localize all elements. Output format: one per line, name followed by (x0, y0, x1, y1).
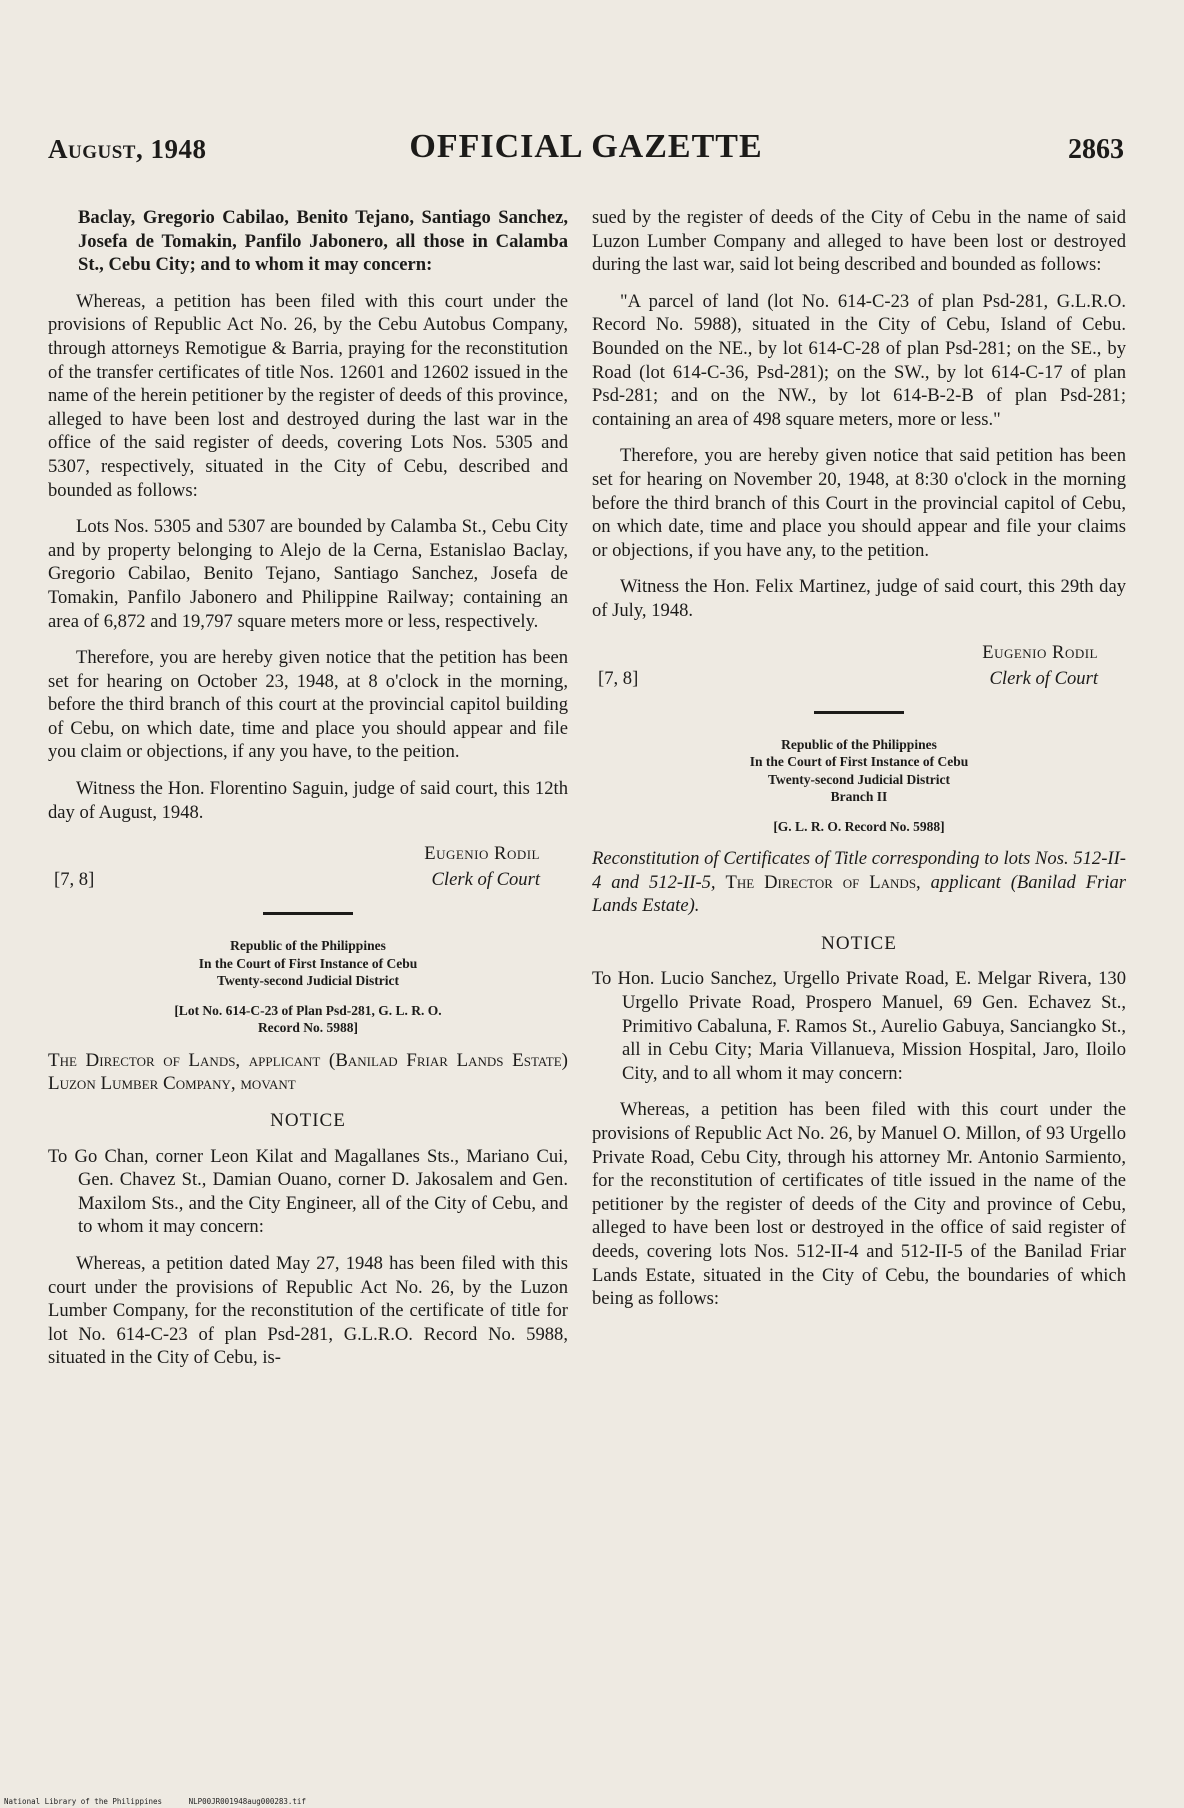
notice-heading: NOTICE (270, 1109, 346, 1131)
page-header (48, 128, 1124, 176)
reconstitution-caption (592, 847, 1126, 918)
addressees-paragraph: To Go Chan, corner Leon Kilat and Magallanes Sts., Mariano Cui, Gen. Chavez St., Damian Ouano, corner D. Jakosalem and Gen. Maxilom Sts., and the City Engineer, all of the City of Cebu, and to whom it may concern: (48, 1145, 568, 1238)
hearing-notice-paragraph: Therefore, you are hereby given notice that the petition has been set for hearing on October 23, 1948, at 8 o'clock in the morning, before the third branch of this court at the provincial capitol building of Cebu, on which date, time and place you should appear and file you claim or objections, if any you have, to the peition. (48, 647, 568, 763)
header-page-number: 2863 (1068, 134, 1124, 165)
issue-reference: [7, 8] (598, 667, 639, 689)
section-divider (814, 711, 904, 714)
right-column (592, 206, 1126, 1324)
witness-paragraph: Witness the Hon. Felix Martinez, judge of said court, this 29th day of July, 1948. (592, 576, 1126, 621)
lots-description: Lots Nos. 5305 and 5307 are bounded by Calamba St., Cebu City and by property belonging to Alejo de la Cerna, Estanislao Baclay, Gregorio Cabilao, Benito Tejano, Santiago Sanchez, Josefa de Tomakin, Panfilo Jabonero and Philippine Railway; containing an area of 6,872 and 19,797 square meters more or less, respectively. (48, 516, 568, 632)
court-line-1: Republic of the Philippines (781, 736, 937, 752)
scan-footer (4, 1797, 306, 1806)
left-column (48, 206, 568, 1383)
notice-heading: NOTICE (821, 932, 897, 954)
signatory-title: Clerk of Court (431, 869, 540, 891)
caption-italic: Reconstitution of Certificates of Title corresponding to lots Nos. 512-II-4 and 512-II-5, (592, 848, 1126, 893)
court-line-2: In the Court of First Instance of Cebu (198, 955, 418, 971)
court-line-1: Republic of the Philippines (230, 938, 386, 954)
signatory-name: Eugenio Rodil (424, 843, 540, 865)
petition-paragraph: Whereas, a petition has been filed with this court under the provisions of Republic Act No. 26, by Manuel O. Millon, of 93 Urgello Private Road, Cebu City, through his attorney Mr. Antonio Sarmiento, for the reconstitution of certificates of title issued in the name of the petitioner by the register of deeds of the City and province of Cebu, alleged to have been lost or destroyed in the office of said register of deeds, covering lots Nos. 512-II-4 and 512-II-5 of the Banilad Friar Lands Estate, situated in the City of Cebu, the boundaries of which being as follows: (592, 1099, 1126, 1310)
record-line-1: [Lot No. 614-C-23 of Plan Psd-281, G. L. R. O. (174, 1002, 442, 1018)
section-divider (263, 912, 353, 915)
parcel-description: "A parcel of land (lot No. 614-C-23 of plan Psd-281, G.L.R.O. Record No. 5988), situated in the City of Cebu, Island of Cebu. Bounded on the NE., by lot 614-C-28 of plan Psd-281; on the SE., by Road (lot 614-C-36, Psd-281); on the SW., by lot 614-C-17 of plan Psd-281; and on the NW., by lot 614-B-2-B of plan Psd-281; containing an area of 498 square meters, more or less." (592, 290, 1126, 430)
hearing-notice-paragraph: Therefore, you are hereby given notice that said petition has been set for hearing on November 20, 1948, at 8:30 o'clock in the morning before the third branch of this Court in the provincial capitol of Cebu, on which date, time and place you should appear and file your claims or objections, if you have any, to the petition. (592, 445, 1126, 561)
signature-block (48, 842, 568, 892)
court-heading (592, 736, 1126, 806)
whereas-paragraph: Whereas, a petition has been filed with this court under the provisions of Republic Act No. 26, by the Cebu Autobus Company, through attorneys Remotigue & Barria, praying for the reconstitution of the transfer certificates of title Nos. 12601 and 12602 issued in the name of the herein petitioner by the register of deeds of this province, alleged to have been lost and destroyed during the last war in the office of the said register of deeds, covering Lots Nos. 5305 and 5307, respectively, situated in the City of Cebu, described and bounded as follows: (48, 290, 568, 501)
caption-applicant: applicant (Banilad Friar Lands Estate). (592, 871, 1126, 917)
record-reference: [G. L. R. O. Record No. 5988] (773, 818, 945, 834)
record-line-2: Record No. 5988] (257, 1020, 359, 1036)
header-title: OFFICIAL GAZETTE (409, 128, 763, 165)
court-line-4: Branch II (830, 789, 888, 804)
record-reference (48, 1002, 568, 1037)
issue-reference: [7, 8] (54, 869, 95, 891)
court-heading (48, 937, 568, 990)
header-date: August, 1948 (48, 134, 207, 164)
court-line-3: Twenty-second Judicial District (217, 973, 399, 989)
continuation-paragraph: sued by the register of deeds of the City of Cebu in the name of said Luzon Lumber Company and alleged to have been lost or destroyed during the last war, said lot being described and bounded as follows: (592, 207, 1126, 276)
footer-file: NLP00JR001948aug000283.tif (188, 1797, 306, 1806)
caption-director: The Director of Lands, (725, 871, 921, 893)
applicant-line: The Director of Lands, applicant (Banilad Friar Lands Estate) Luzon Lumber Company, movant (48, 1049, 568, 1095)
court-line-2: In the Court of First Instance of Cebu (749, 754, 969, 769)
signatory-name: Eugenio Rodil (982, 641, 1098, 663)
witness-paragraph: Witness the Hon. Florentino Saguin, judge of said court, this 12th day of August, 1948. (48, 778, 568, 823)
footer-library: National Library of the Philippines (4, 1797, 163, 1806)
court-line-3: Twenty-second Judicial District (768, 771, 950, 787)
petition-paragraph: Whereas, a petition dated May 27, 1948 has been filed with this court under the provisions of Republic Act No. 26, by the Luzon Lumber Company, for the reconstitution of the certificate of title for lot No. 614-C-23 of plan Psd-281, G.L.R.O. Record No. 5988, situated in the City of Cebu, is- (48, 1252, 568, 1369)
addressees-paragraph: To Hon. Lucio Sanchez, Urgello Private Road, E. Melgar Rivera, 130 Urgello Private Road, Prospero Manuel, 69 Gen. Echavez St., Primitivo Cabaluna, F. Ramos St., Aurelio Gabuya, Sanciangko St., all in Cebu City; Maria Villanueva, Mission Hospital, Jaro, Iloilo City, and to all whom it may concern: (592, 968, 1126, 1084)
signatory-title: Clerk of Court (989, 667, 1098, 689)
addressees-continued: Baclay, Gregorio Cabilao, Benito Tejano, Santiago Sanchez, Josefa de Tomakin, Panfilo Jabonero, all those in Calamba St., Cebu City; and to whom it may concern: (78, 207, 568, 276)
signature-block (592, 641, 1126, 691)
